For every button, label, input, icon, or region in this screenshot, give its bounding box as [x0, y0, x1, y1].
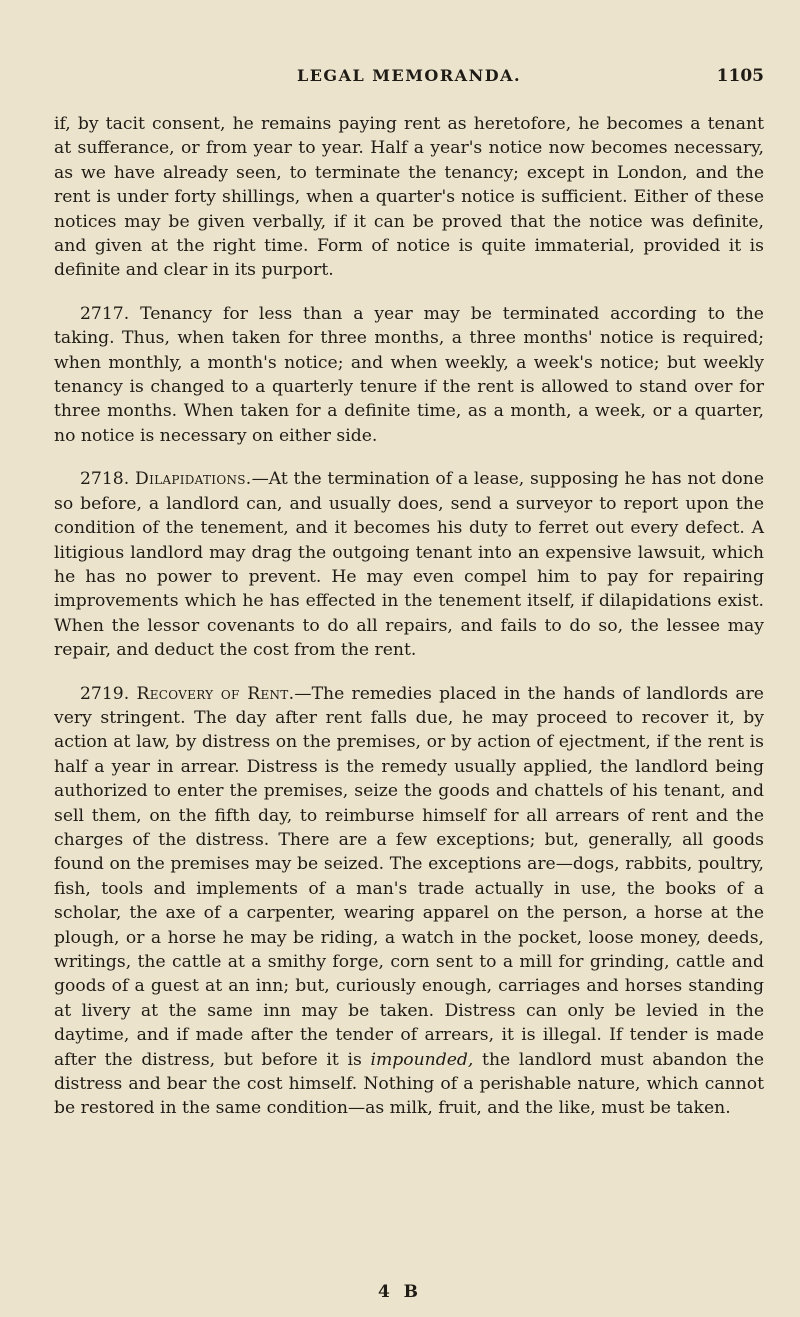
paragraph-heading: Dilapidations.	[134, 469, 252, 490]
paragraph-continuation	[54, 112, 764, 283]
page-number: 1105	[716, 66, 764, 86]
paragraph-2718	[54, 467, 764, 662]
signature-mark: 4 B	[377, 1282, 423, 1302]
paragraph-number: 2718.	[80, 469, 130, 490]
paragraph-number: 2719.	[80, 683, 130, 704]
paragraph-heading: Recovery of Rent.	[136, 683, 295, 704]
running-title: LEGAL MEMORANDA.	[296, 66, 522, 85]
page-header	[54, 66, 764, 96]
paragraph-2719	[54, 682, 764, 1121]
paragraph-text: Tenancy for less than a year may be terminated according to the taking. Thus, when taken for three months, a three months' notice is required; when monthly, a month's notice; and when weekly, a week's notice; but weekly tenancy is changed to a quarterly tenure if the rent is allowed to stand over for three months. When taken for a definite time, as a month, a week, or a quarter, no notice is necessary on either side.	[54, 303, 764, 446]
paragraph-text: —At the termination of a lease, supposing he has not done so before, a landlord can, and usually does, send a surveyor to report upon the condition of the tenement, and it becomes his duty to ferret out every defect. A litigious landlord may drag the outgoing tenant into an expensive lawsuit, which he has no power to prevent. He may even compel him to pay for repairing improvements which he has effected in the tenement itself, if dilapidations exist. When the lessor covenants to do all repairs, and fails to do so, the lessee may repair, and deduct the cost from the rent.	[54, 469, 764, 661]
italic-word: impounded,	[370, 1049, 474, 1070]
paragraph-text: —The remedies placed in the hands of landlords are very stringent. The day after rent falls due, he may proceed to recover it, by action at law, by distress on the premises, or by action of ejectment, if the rent is half a year in arrear. Distress is the remedy usually applied, the landlord being authorized to enter the premises, seize the goods and chattels of his tenant, and sell them, on the fifth day, to reimburse himself for all arrears of rent and the charges of the distress. There are a few exceptions; but, generally, all goods found on the premises may be seized. The exceptions are—dogs, rabbits, poultry, fish, tools and implements of a man's trade actually in use, the books of a scholar, the axe of a carpenter, wearing apparel on the person, a horse at the plough, or a horse he may be riding, a watch in the pocket, loose money, deeds, writings, the cattle at a smithy forge, corn sent to a mill for grinding, cattle and goods of a guest at an inn; but, curiously enough, carriages and horses standing at livery at the same inn may be taken. Distress can only be levied in the daytime, and if made after the tender of arrears, it is illegal. If tender is made after the distress, but before it is	[54, 683, 764, 1070]
page-body	[54, 112, 764, 1121]
paragraph-text-continued: the landlord must abandon the distress and bear the cost himself. Nothing of a perishable nature, which cannot be restored in the same condition—as milk, fruit, and the like, must be taken.	[54, 1049, 765, 1119]
paragraph-number: 2717.	[80, 303, 130, 324]
paragraph-text: if, by tacit consent, he remains paying rent as heretofore, he becomes a tenant at sufferance, or from year to year. Half a year's notice now becomes necessary, as we have already seen, to terminate the tenancy; except in London, and the rent is under forty shillings, when a quarter's notice is sufficient. Either of these notices may be given verbally, if it can be proved that the notice was definite, and given at the right time. Form of notice is quite immaterial, provided it is definite and clear in its purport.	[54, 114, 764, 281]
paragraph-2717	[54, 302, 764, 448]
